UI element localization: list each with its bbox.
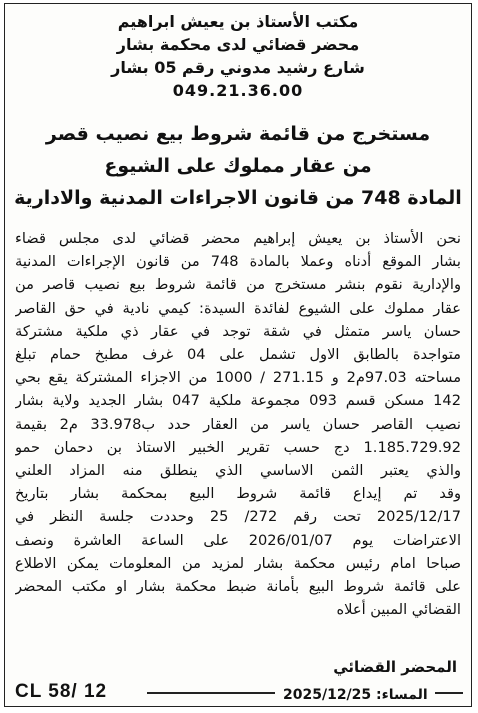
signature: المحضر القضائي — [333, 658, 457, 676]
notice-title-line: المادة 748 من قانون الاجراءات المدنية والادارية — [14, 187, 462, 209]
body-line: متواجدة بالطابق الاول تشمل على 04 غرف مطبخ حمام تبلغ — [15, 346, 461, 364]
notice-footer — [5, 676, 471, 706]
body-line: مساحته 97.03م2 و 271.15 / 1000 من الاجزاء المشتركة يقع بحي — [15, 369, 461, 387]
body-line: والإدارية نقوم بنشر مستخرج من قائمة شروط بيع نصيب قاصر من — [15, 276, 461, 294]
body-line: صباحا امام رئيس محكمة بشار لمزيد من المعلومات يمكن الاطلاع — [15, 554, 461, 572]
notice-title-line: من عقار مملوك على الشيوع — [104, 155, 372, 177]
body-line: 142 مسكن قسم 093 مجموعة ملكية 047 بشار الجديد ولاية بشار — [15, 392, 461, 410]
body-line: نصيب القاصر حسان ياسر من العقار حدد ب33.978 م2 بقيمة — [15, 415, 461, 433]
body-line: والذي يعتبر الثمن الاساسي الذي ينطلق منه المزاد العلني — [15, 462, 461, 480]
footer-divider — [435, 692, 463, 694]
body-line: حسان ياسر متمثل في شقة توجد في عقار ذي ملكية مشتركة — [15, 322, 461, 340]
notice-body — [15, 227, 461, 621]
office-name: مكتب الأستاذ بن يعيش ابراهيم — [117, 12, 359, 31]
office-address: شارع رشيد مدوني رقم 05 بشار — [111, 58, 365, 77]
body-line: 1.185.729.92 دج حسب تقرير الخبير الاستاذ بن دحمان حمو — [15, 438, 461, 456]
notice-titles — [5, 118, 471, 214]
notice-title-line: مستخرج من قائمة شروط بيع نصيب قصر — [45, 123, 431, 145]
body-line: بشار الموقع أدناه وعملا بالمادة 748 من قانون الإجراءات المدنية — [15, 253, 461, 271]
footer-divider — [147, 692, 275, 694]
office-phone: 049.21.36.00 — [172, 81, 304, 100]
body-line: على قائمة شروط البيع بأمانة ضبط محكمة بشار او مكتب المحضر — [15, 578, 461, 596]
reference-code: CL 58/ 12 — [15, 681, 108, 702]
body-line: 2025/12/17 تحت رقم 272/ 25 وحددت جلسة النظر في — [15, 508, 461, 526]
notice-header — [5, 10, 471, 102]
body-line: الاعتراضات يوم 2026/01/07 على الساعة العاشرة ونصف — [15, 531, 461, 549]
body-line: عقار مملوك على الشيوع لفائدة السيدة: كيمي نادية في حق القاصر — [15, 299, 461, 317]
body-line: القضائي المبين أعلاه — [336, 601, 461, 619]
office-title: محضر قضائي لدى محكمة بشار — [116, 35, 360, 54]
publication-date: المساء: 2025/12/25 — [283, 687, 428, 703]
body-line: وقد تم إيداع قائمة شروط البيع بمحكمة بشار بتاريخ — [15, 485, 461, 503]
legal-notice — [4, 3, 472, 707]
body-line: نحن الأستاذ بن يعيش إبراهيم محضر قضائي لدى مجلس قضاء — [15, 230, 461, 247]
